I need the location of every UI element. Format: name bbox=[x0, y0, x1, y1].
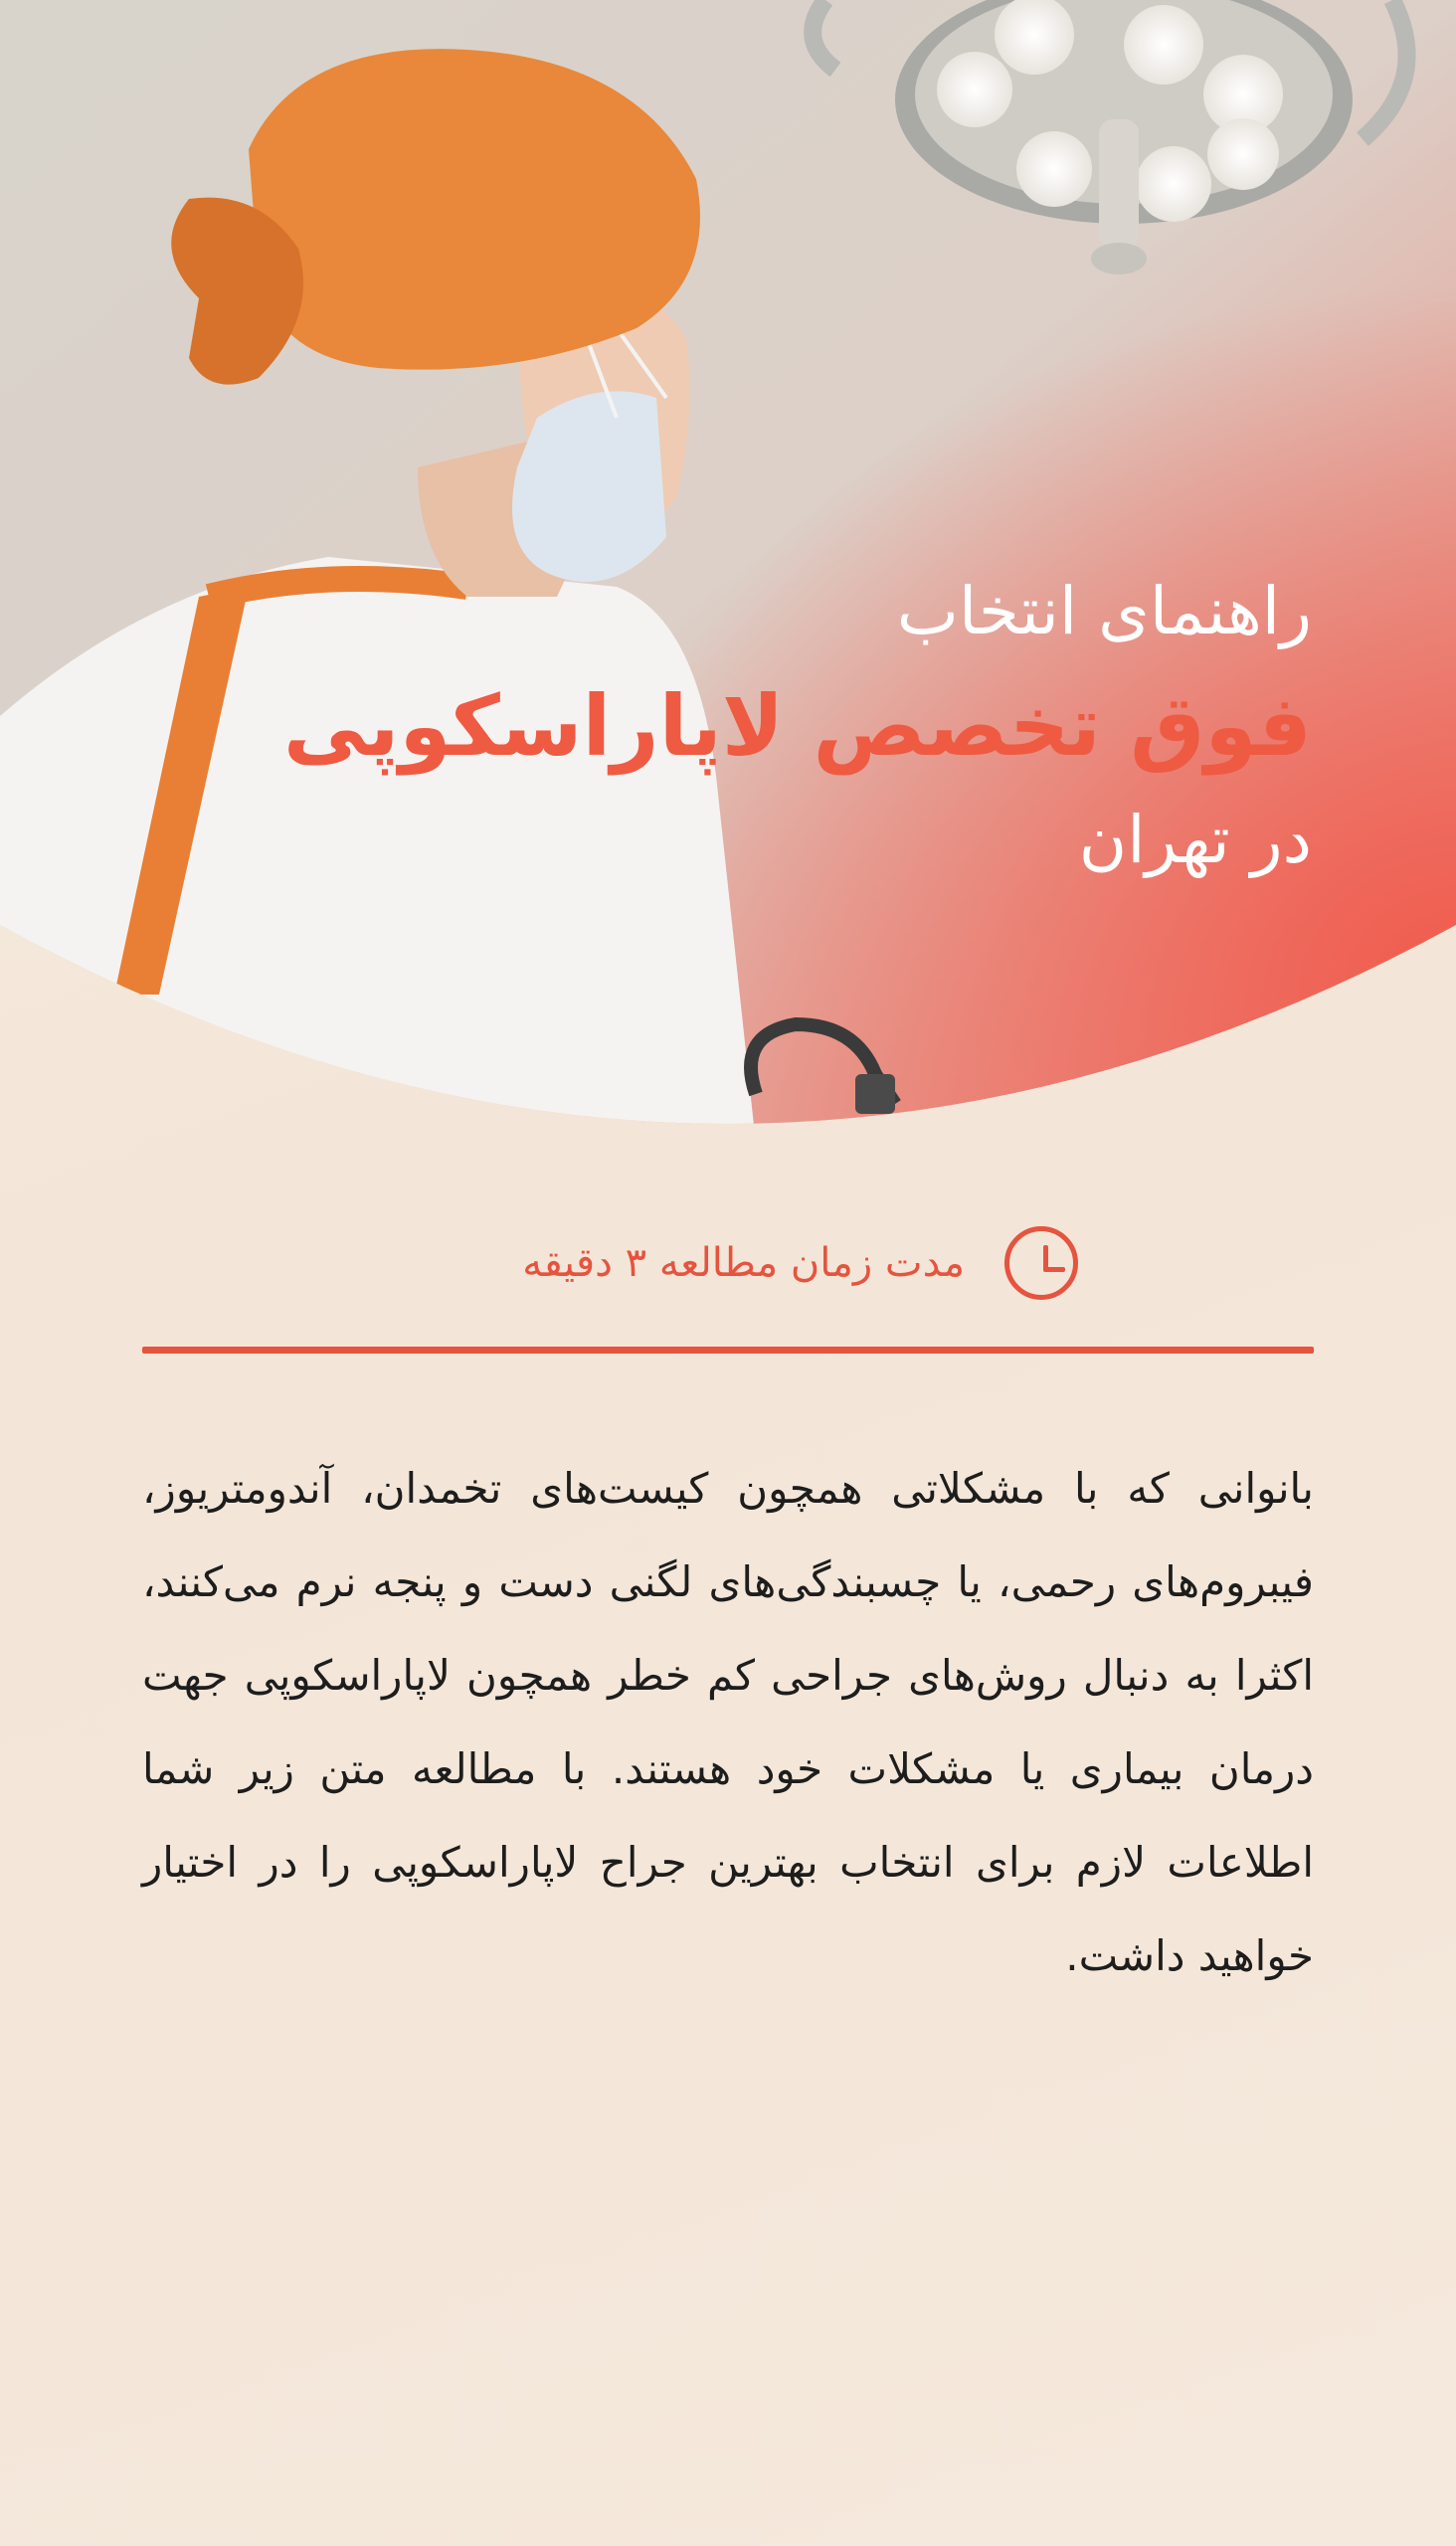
title-line-1: راهنمای انتخاب bbox=[896, 573, 1312, 649]
reading-time-label: مدت زمان مطالعه ۳ دقیقه bbox=[522, 1240, 965, 1286]
hero-banner bbox=[0, 0, 1456, 1144]
title-line-2-highlight: فوق تخصص لاپاراسکوپی bbox=[282, 677, 1312, 775]
intro-paragraph: بانوانی که با مشکلاتی همچون کیست‌های تخمدان، آندومتریوز، فیبروم‌های رحمی، یا چسبندگی‌های لگنی دست و پنجه نرم می‌کنند، اکثرا به دنبال روش‌های جراحی کم خطر همچون لاپاراسکوپی جهت درمان بیماری یا مشکلات خود هستند. با مطالعه متن زیر شما اطلاعات لازم برای انتخاب بهترین جراح لاپاراسکوپی را در اختیار خواهید داشت. bbox=[142, 1464, 1314, 1980]
clock-icon bbox=[1004, 1226, 1078, 1300]
reading-time bbox=[522, 1213, 1078, 1313]
title-line-3: در تهران bbox=[1078, 802, 1312, 878]
section-divider bbox=[142, 1347, 1314, 1354]
hero-title bbox=[218, 567, 1312, 885]
